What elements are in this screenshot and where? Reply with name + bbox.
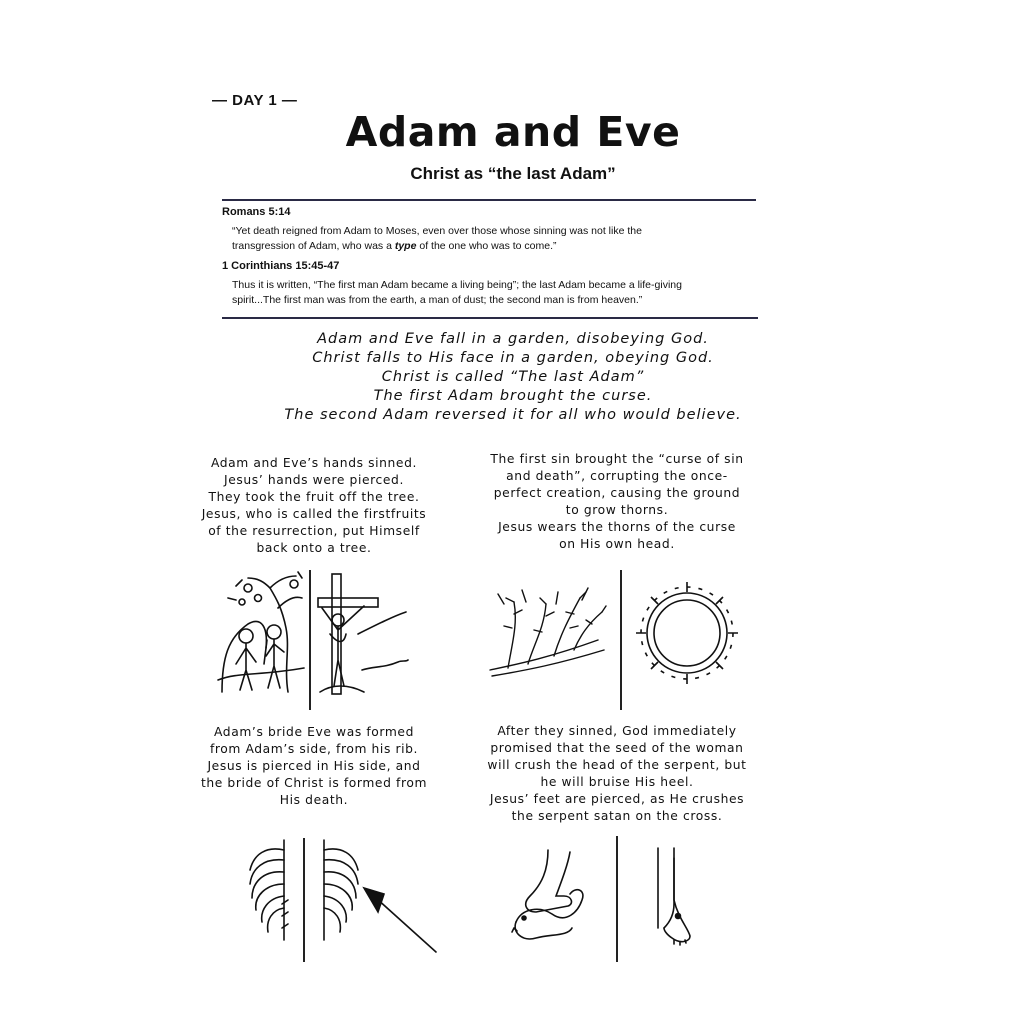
- crucifixion-illustration: [318, 574, 408, 694]
- day-label: — DAY 1 —: [212, 92, 298, 109]
- scripture-quote: [232, 278, 682, 308]
- poem-line: Christ falls to His face in a garden, obeying God.: [312, 350, 714, 366]
- page-subtitle: Christ as “the last Adam”: [410, 164, 616, 183]
- bottom-rule: [222, 317, 758, 319]
- page-title: Adam and Eve: [345, 108, 681, 156]
- adam-eve-tree-illustration: [218, 568, 304, 692]
- serpent-heel-icon: [512, 850, 590, 942]
- top-rule: [222, 199, 756, 201]
- serpent-paragraph: After they sinned, God immediately promised that the seed of the woman will crush the head of the serpent, but he will bruise His heel. Jesus’ feet are pierced, as He crushes the serpent satan on the cross.: [487, 724, 747, 823]
- scripture-reference: Romans 5:14: [222, 206, 291, 218]
- poem-line: The first Adam brought the curse.: [373, 388, 653, 404]
- scripture-line: “Yet death reigned from Adam to Moses, even over those whose sinning was not like the: [232, 225, 642, 237]
- divider: [309, 570, 311, 710]
- hands-paragraph: Adam and Eve’s hands sinned. Jesus’ hands were pierced. They took the fruit off the tree. Jesus, who is called the firstfruits of the resurrection, put Himself back onto a tree.: [201, 456, 427, 555]
- scripture-quote: [232, 224, 642, 254]
- scripture-line: transgression of Adam, who was a type of the one who was to come.”: [232, 240, 557, 252]
- poem-line: The second Adam reversed it for all who would believe.: [284, 407, 742, 423]
- thorny-branches-illustration: [488, 584, 608, 680]
- ribcage-icon: [246, 840, 292, 940]
- scripture-line: spirit...The first man was from the earth, a man of dust; the second man is from heaven.”: [232, 294, 643, 306]
- thorns-paragraph: The first sin brought the “curse of sin and death”, corrupting the once- perfect creation, causing the ground to grow thorns. Jesus wears the thorns of the curse on His own head.: [490, 452, 744, 551]
- scripture-line: Thus it is written, “The first man Adam became a living being”; the last Adam became a life-giving: [232, 279, 682, 291]
- divider: [620, 570, 622, 710]
- poem: [200, 330, 826, 425]
- pierced-side-icon: [318, 840, 440, 956]
- divider: [616, 836, 618, 962]
- scripture-reference: 1 Corinthians 15:45-47: [222, 260, 340, 272]
- poem-line: Adam and Eve fall in a garden, disobeying God.: [317, 331, 709, 347]
- crown-of-thorns-icon: [632, 578, 742, 688]
- divider: [303, 838, 305, 962]
- bride-paragraph: Adam’s bride Eve was formed from Adam’s side, from his rib. Jesus is pierced in His side, and the bride of Christ is formed from His death.: [200, 725, 428, 807]
- pierced-feet-icon: [652, 848, 696, 946]
- poem-line: Christ is called “The last Adam”: [381, 369, 645, 385]
